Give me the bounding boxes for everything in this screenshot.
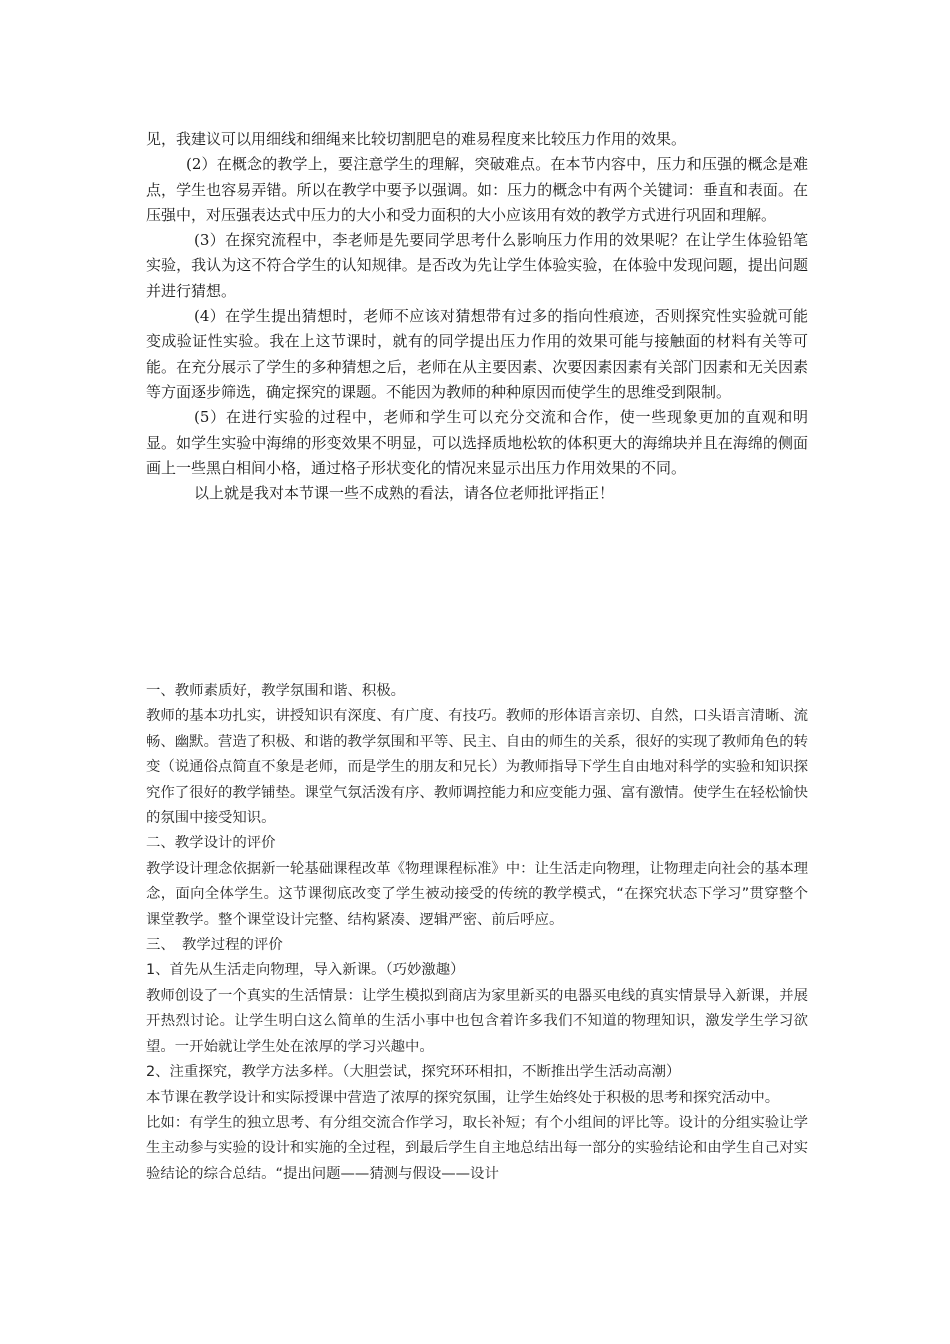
closing-paragraph: 以上就是我对本节课一些不成熟的看法，请各位老师批评指正！ [194,484,615,503]
lesson-evaluation-section [146,679,808,1187]
review-suggestions-section [146,127,808,506]
paragraph: 教师创设了一个真实的生活情景：让学生模拟到商店为家里新买的电器买电线的真实情景导入新课，并展开热烈讨论。让学生明白这么简单的生活小事中也包含着许多我们不知道的物理知识，激发学生学习欲望。一开始就让学生处在浓厚的学习兴趣中。 [146,987,808,1055]
section-heading: 一、教师素质好，教学氛围和谐、积极。 [146,683,406,699]
paragraph: 教师的基本功扎实，讲授知识有深度、有广度、有技巧。教师的形体语言亲切、自然，口头语言清晰、流畅、幽默。营造了积极、和谐的教学氛围和平等、民主、自由的师生的关系，很好的实现了教师角色的转变（说通俗点简直不象是老师，而是学生的朋友和兄长）为教师指导下学生自由地对科学的实验和知识探究作了很好的教学铺垫。课堂气氛活泼有序、教师调控能力和应变能力强、富有激情。使学生在轻松愉快的氛围中接受知识。 [146,708,808,827]
subsection-heading: 1、首先从生活走向物理，导入新课。（巧妙激趣） [146,962,465,979]
section-heading: 三、 教学过程的评价 [146,937,283,954]
paragraph: (4）在学生提出猜想时，老师不应该对猜想带有过多的指向性痕迹，否则探究性实验就可能变成验证性实验。我在上这节课时，就有的同学提出压力作用的效果可能与接触面的材料有关等可能。在充分展示了学生的多种猜想之后，老师在从主要因素、次要因素因素有关部门因素和无关因素等方面逐步筛选，确定探究的课题。不能因为教师的种种原因而使学生的思维受到限制。 [146,307,808,401]
subsection-heading: 2、注重探究，教学方法多样。（大胆尝试，探究环环相扣，不断推出学生活动高潮） [146,1064,681,1081]
paragraph: 本节课在教学设计和实际授课中营造了浓厚的探究氛围，让学生始终处于积极的思考和探究活动中。 [146,1089,780,1106]
paragraph: (3）在探究流程中，李老师是先要同学思考什么影响压力作用的效果呢？在让学生体验铅笔实验，我认为这不符合学生的认知规律。是否改为先让学生体验实验，在体验中发现问题，提出问题并进行猜想。 [146,231,808,300]
paragraph: 教学设计理念依据新一轮基础课程改革《物理课程标准》中：让生活走向物理，让物理走向社会的基本理念，面向全体学生。这节课彻底改变了学生被动接受的传统的教学模式，“在探究状态下学习”贯穿整个课堂教学。整个课堂设计完整、结构紧凑、逻辑严密、前后呼应。 [146,860,808,928]
paragraph: 见，我建议可以用细线和细绳来比较切割肥皂的难易程度来比较压力作用的效果。 [146,130,687,148]
section-heading: 二、教学设计的评价 [146,835,276,852]
paragraph: 比如：有学生的独立思考、有分组交流合作学习，取长补短；有个小组间的评比等。设计的分组实验让学生主动参与实验的设计和实施的全过程，到最后学生自主地总结出每一部分的实验结论和由学生自己对实验结论的综合总结。“提出问题——猜测与假设——设计 [146,1114,808,1182]
paragraph: (5）在进行实验的过程中，老师和学生可以充分交流和合作，使一些现象更加的直观和明显。如学生实验中海绵的形变效果不明显，可以选择质地松软的体积更大的海绵块并且在海绵的侧面画上一些黑白相间小格，通过格子形状变化的情况来显示出压力作用效果的不同。 [146,408,808,477]
paragraph: (2）在概念的教学上，要注意学生的理解，突破难点。在本节内容中，压力和压强的概念是难点，学生也容易弄错。所以在教学中要予以强调。如：压力的概念中有两个关键词：垂直和表面。在压强中，对压强表达式中压力的大小和受力面积的大小应该用有效的教学方式进行巩固和理解。 [146,155,808,224]
